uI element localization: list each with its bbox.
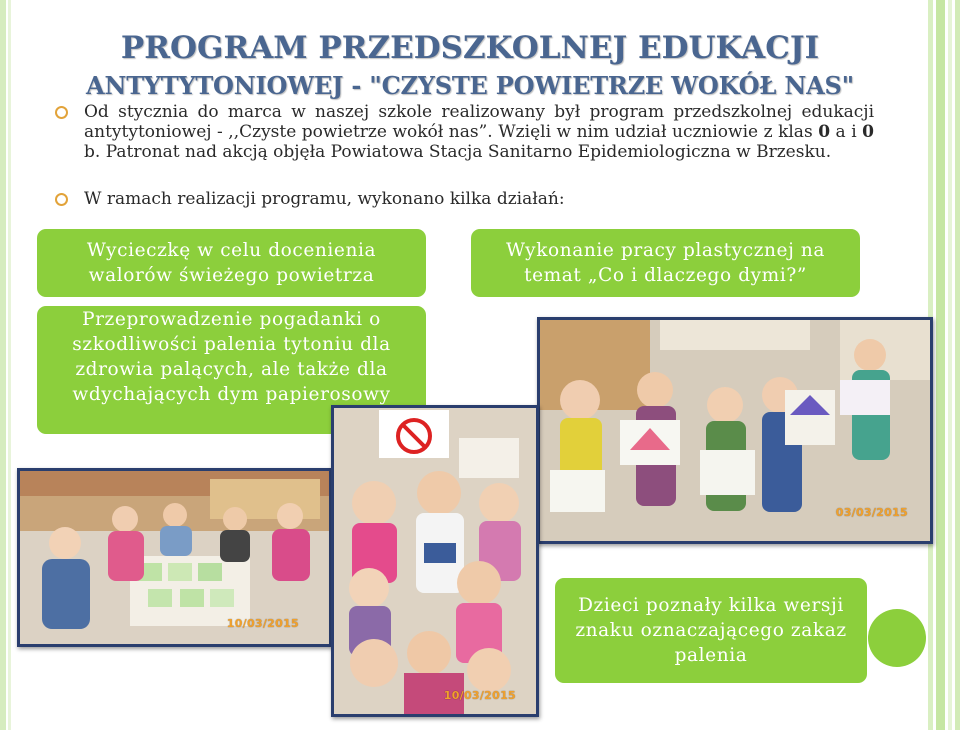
activity-box-trip: Wycieczkę w celu docenienia walorów świeżego powietrza xyxy=(37,229,426,297)
photo-date-stamp: 10/03/2015 xyxy=(443,689,516,702)
photo-children-group xyxy=(331,405,539,717)
activity-box-signs: Dzieci poznały kilka wersji znaku oznaczającego zakaz palenia xyxy=(555,578,867,683)
activity-box-talk: Przeprowadzenie pogadanki o szkodliwości palenia tytoniu dla zdrowia palących, ale także dla wdychających dym papierosowy xyxy=(37,306,426,434)
bullet-text: W ramach realizacji programu, wykonano kilka działań: xyxy=(84,189,565,209)
photo-children-drawings xyxy=(537,317,933,544)
bullet-activities-intro xyxy=(56,189,874,209)
left-stripe xyxy=(0,0,6,730)
activity-box-art: Wykonanie pracy plastycznej na temat „Co i dlaczego dymi?” xyxy=(471,229,860,297)
photo-date-stamp: 10/03/2015 xyxy=(226,617,299,630)
photo-children-floor xyxy=(17,468,332,647)
right-stripe-thin xyxy=(948,0,952,730)
page-title: PROGRAM PRZEDSZKOLNEJ EDUKACJI xyxy=(120,30,820,66)
bullet-circle-icon xyxy=(55,193,68,206)
decorative-green-circle xyxy=(868,609,926,667)
bullet-program-info xyxy=(56,102,874,162)
photo-date-stamp: 03/03/2015 xyxy=(835,506,908,519)
right-stripe-wide xyxy=(936,0,945,730)
bullet-circle-icon xyxy=(55,106,68,119)
right-stripe-edge xyxy=(955,0,960,730)
page-subtitle: ANTYTYTONIOWEJ - "CZYSTE POWIETRZE WOKÓŁ NAS" xyxy=(86,71,854,100)
left-stripe-thin xyxy=(8,0,11,730)
bullet-text: Od stycznia do marca w naszej szkole realizowany był program przedszkolnej edukacji antytytoniowej - ,,Czyste powietrze wokół nas”. Wzięli w nim udział uczniowie z klas 0 a i 0 b. Patronat nad akcją objęła Powiatowa Stacja Sanitarno Epidemiologiczna w Brzesku. xyxy=(84,102,874,162)
